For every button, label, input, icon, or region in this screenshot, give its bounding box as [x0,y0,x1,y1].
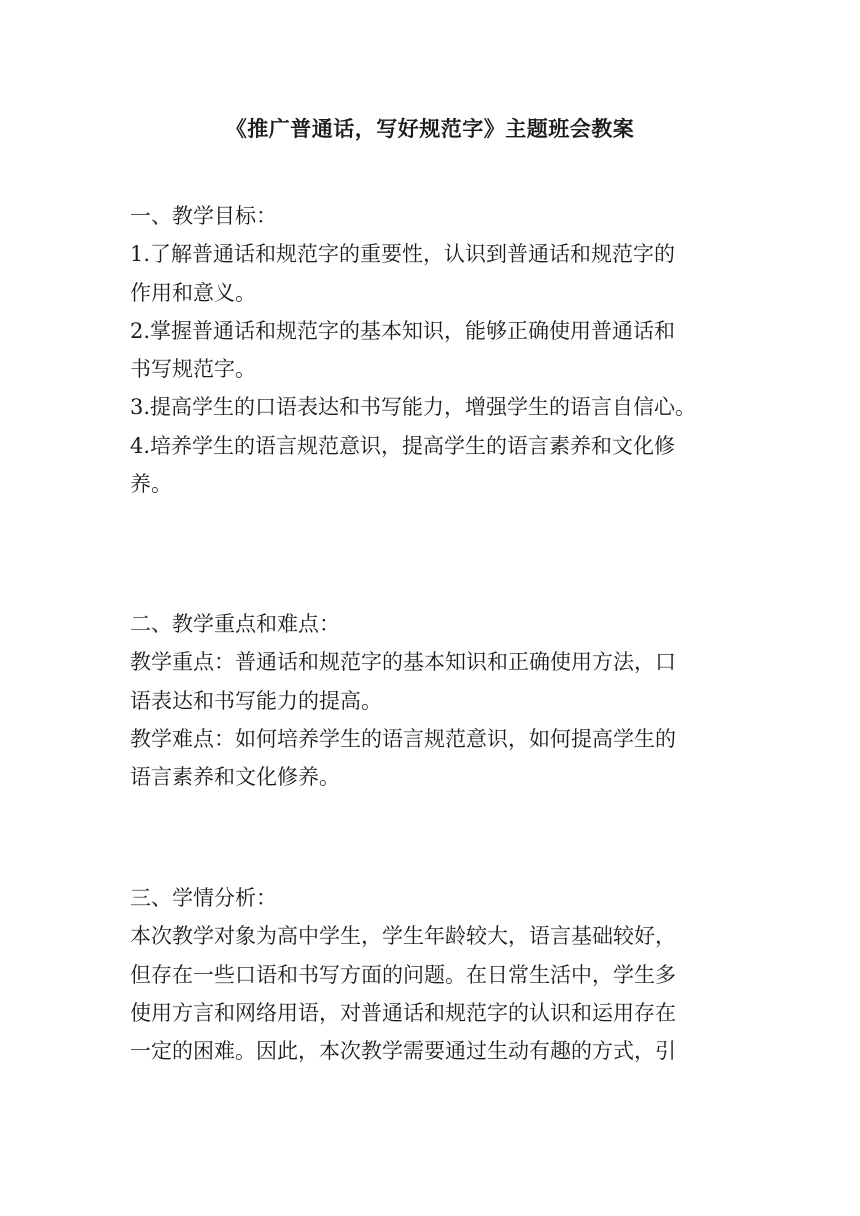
paragraph-line: 教学重点：普通话和规范字的基本知识和正确使用方法，口 [130,650,676,675]
paragraph-line: 语言素养和文化修养。 [130,765,340,790]
section-heading: 二、教学重点和难点： [130,612,340,636]
paragraph-line: 语表达和书写能力的提高。 [130,688,382,713]
paragraph-line: 书写规范字。 [130,357,256,382]
section-teaching-objectives [130,197,740,503]
document-title: 《推广普通话，写好规范字》主题班会教案 [225,116,635,141]
paragraph-line: 一定的困难。因此，本次教学需要通过生动有趣的方式，引 [130,1039,676,1064]
paragraph-line: 但存在一些口语和书写方面的问题。在日常生活中，学生多 [130,962,676,987]
paragraph-line: 4.培养学生的语言规范意识，提高学生的语言素养和文化修 [130,433,676,458]
paragraph-line: 使用方言和网络用语，对普通话和规范字的认识和运用存在 [130,1000,676,1025]
paragraph-line: 教学难点：如何培养学生的语言规范意识，如何提高学生的 [130,726,676,751]
paragraph-line: 1.了解普通话和规范字的重要性，认识到普通话和规范字的 [130,242,676,267]
section-key-points [130,605,740,796]
paragraph-line: 作用和意义。 [130,280,256,305]
section-heading: 三、学情分析： [130,886,277,910]
paragraph-line: 本次教学对象为高中学生，学生年龄较大，语言基础较好， [130,924,676,949]
section-heading: 一、教学目标： [130,204,277,228]
paragraph-line: 2.掌握普通话和规范字的基本知识，能够正确使用普通话和 [130,318,676,343]
paragraph-line: 养。 [130,472,172,497]
paragraph-line: 3.提高学生的口语表达和书写能力，增强学生的语言自信心。 [130,395,697,420]
section-student-analysis [130,879,740,1070]
